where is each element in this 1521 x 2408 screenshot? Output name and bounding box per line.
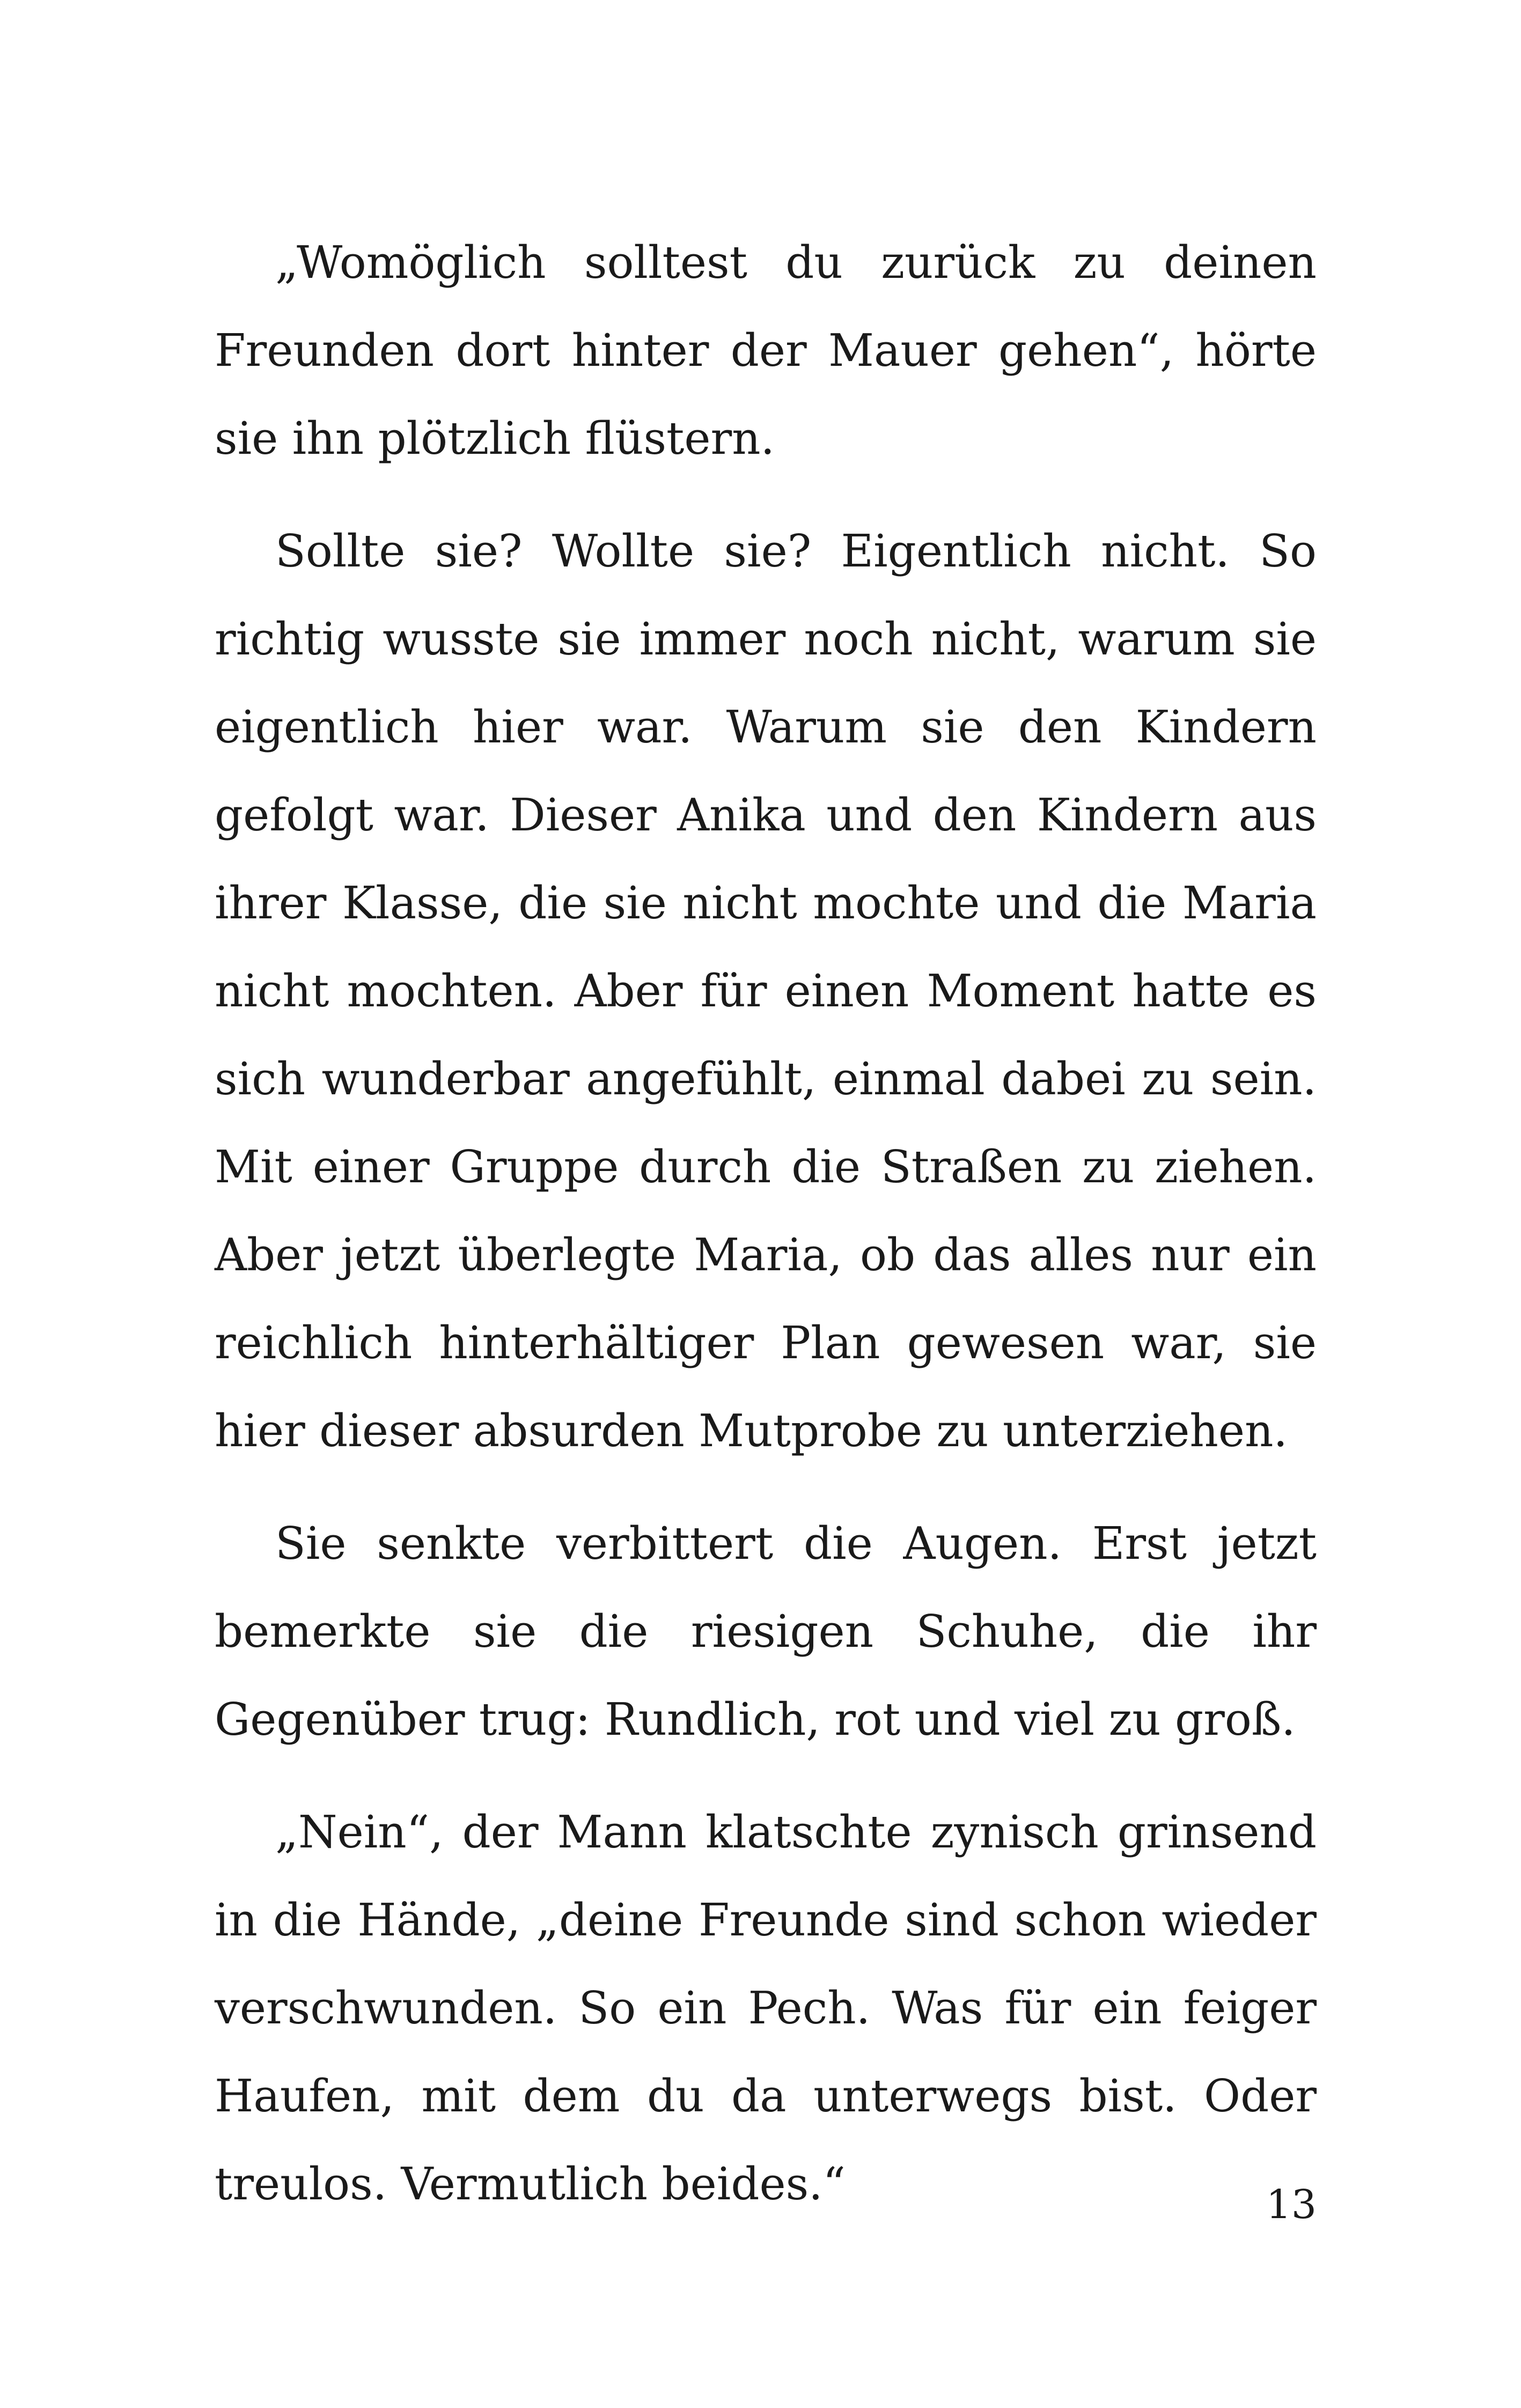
paragraph: Sollte sie? Wollte sie? Eigentlich nicht. So richtig wusste sie immer noch nicht, warum sie eigentlich hier war. Warum sie den Kindern gefolgt war. Dieser Anika und den Kindern aus ihrer Klasse, die sie nicht mochte und die Maria nicht mochten. Aber für einen Moment hatte es sich wunderbar angefühlt, einmal dabei zu sein. Mit einer Gruppe durch die Straßen zu ziehen. Aber jetzt überlegte Maria, ob das alles nur ein reichlich hinterhältiger Plan gewesen war, sie hier dieser absurden Mutprobe zu unterziehen. [215, 525, 1317, 1457]
body-text [215, 219, 1317, 2253]
paragraph: „Nein“, der Mann klatschte zynisch grinsend in die Hände, „deine Freunde sind schon wieder verschwunden. So ein Pech. Was für ein feiger Haufen, mit dem du da unterwegs bist. Oder treulos. Vermutlich beides.“ [215, 1806, 1317, 2210]
paragraph: Sie senkte verbittert die Augen. Erst jetzt bemerkte sie die riesigen Schuhe, die ihr Gegenüber trug: Rundlich, rot und viel zu groß. [215, 1518, 1317, 1746]
page-number: 13 [1266, 2182, 1317, 2228]
paragraph: „Womöglich solltest du zurück zu deinen Freunden dort hinter der Mauer gehen“, hörte sie ihn plötzlich flüstern. [215, 237, 1317, 465]
